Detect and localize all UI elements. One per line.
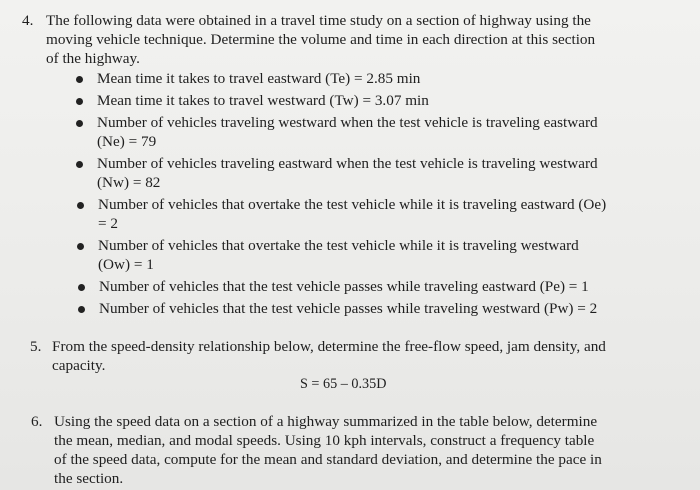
bullet-icon xyxy=(76,98,83,105)
bullet-3-text-line-2: (Ne) = 79 xyxy=(97,133,157,150)
bullet-icon xyxy=(77,202,84,209)
problem-4-intro-line-2: moving vehicle technique. Determine the volume and time in each direction at this section xyxy=(46,31,596,48)
problem-5-text-line-1: From the speed-density relationship below, determine the free-flow speed, jam density, and xyxy=(52,338,606,355)
problem-4-intro-line-1: The following data were obtained in a travel time study on a section of highway using the xyxy=(46,12,591,29)
bullet-1-text: Mean time it takes to travel eastward (Te) = 2.85 min xyxy=(97,70,421,87)
problem-5-text-line-2: capacity. xyxy=(52,357,106,374)
problem-4-intro-line-3: of the highway. xyxy=(46,50,140,67)
bullet-6-text-line-1: Number of vehicles that overtake the test vehicle while it is traveling westward xyxy=(98,237,579,254)
bullet-3-text-line-1: Number of vehicles traveling westward when the test vehicle is traveling eastward xyxy=(97,114,598,131)
problem-6-text-line-4: the section. xyxy=(54,470,124,487)
problem-6-text-line-2: the mean, median, and modal speeds. Using 10 kph intervals, construct a frequency table xyxy=(54,432,595,449)
bullet-6-text-line-2: (Ow) = 1 xyxy=(98,256,154,273)
problem-6-text-line-3: of the speed data, compute for the mean and standard deviation, and determine the pace in xyxy=(54,451,602,468)
bullet-7-text: Number of vehicles that the test vehicle passes while traveling eastward (Pe) = 1 xyxy=(99,278,589,295)
bullet-4-text-line-1: Number of vehicles traveling eastward when the test vehicle is traveling westward xyxy=(97,155,598,172)
bullet-8-text: Number of vehicles that the test vehicle passes while traveling westward (Pw) = 2 xyxy=(99,300,598,317)
problem-6-text-line-1: Using the speed data on a section of a highway summarized in the table below, determine xyxy=(54,413,598,430)
problem-5-number: 5. xyxy=(30,338,42,355)
bullet-2-text: Mean time it takes to travel westward (Tw) = 3.07 min xyxy=(97,92,429,109)
bullet-icon xyxy=(77,243,84,250)
bullet-icon xyxy=(76,161,83,168)
bullet-5-text-line-2: = 2 xyxy=(98,215,118,232)
problem-6-number: 6. xyxy=(31,413,43,430)
bullet-icon xyxy=(78,284,85,291)
bullet-icon xyxy=(76,76,83,83)
speed-density-equation: S = 65 – 0.35D xyxy=(300,376,387,392)
bullet-4-text-line-2: (Nw) = 82 xyxy=(97,174,161,191)
problem-4-number: 4. xyxy=(22,12,34,29)
bullet-icon xyxy=(76,120,83,127)
bullet-icon xyxy=(78,306,85,313)
bullet-5-text-line-1: Number of vehicles that overtake the test vehicle while it is traveling eastward (Oe) xyxy=(98,196,607,213)
